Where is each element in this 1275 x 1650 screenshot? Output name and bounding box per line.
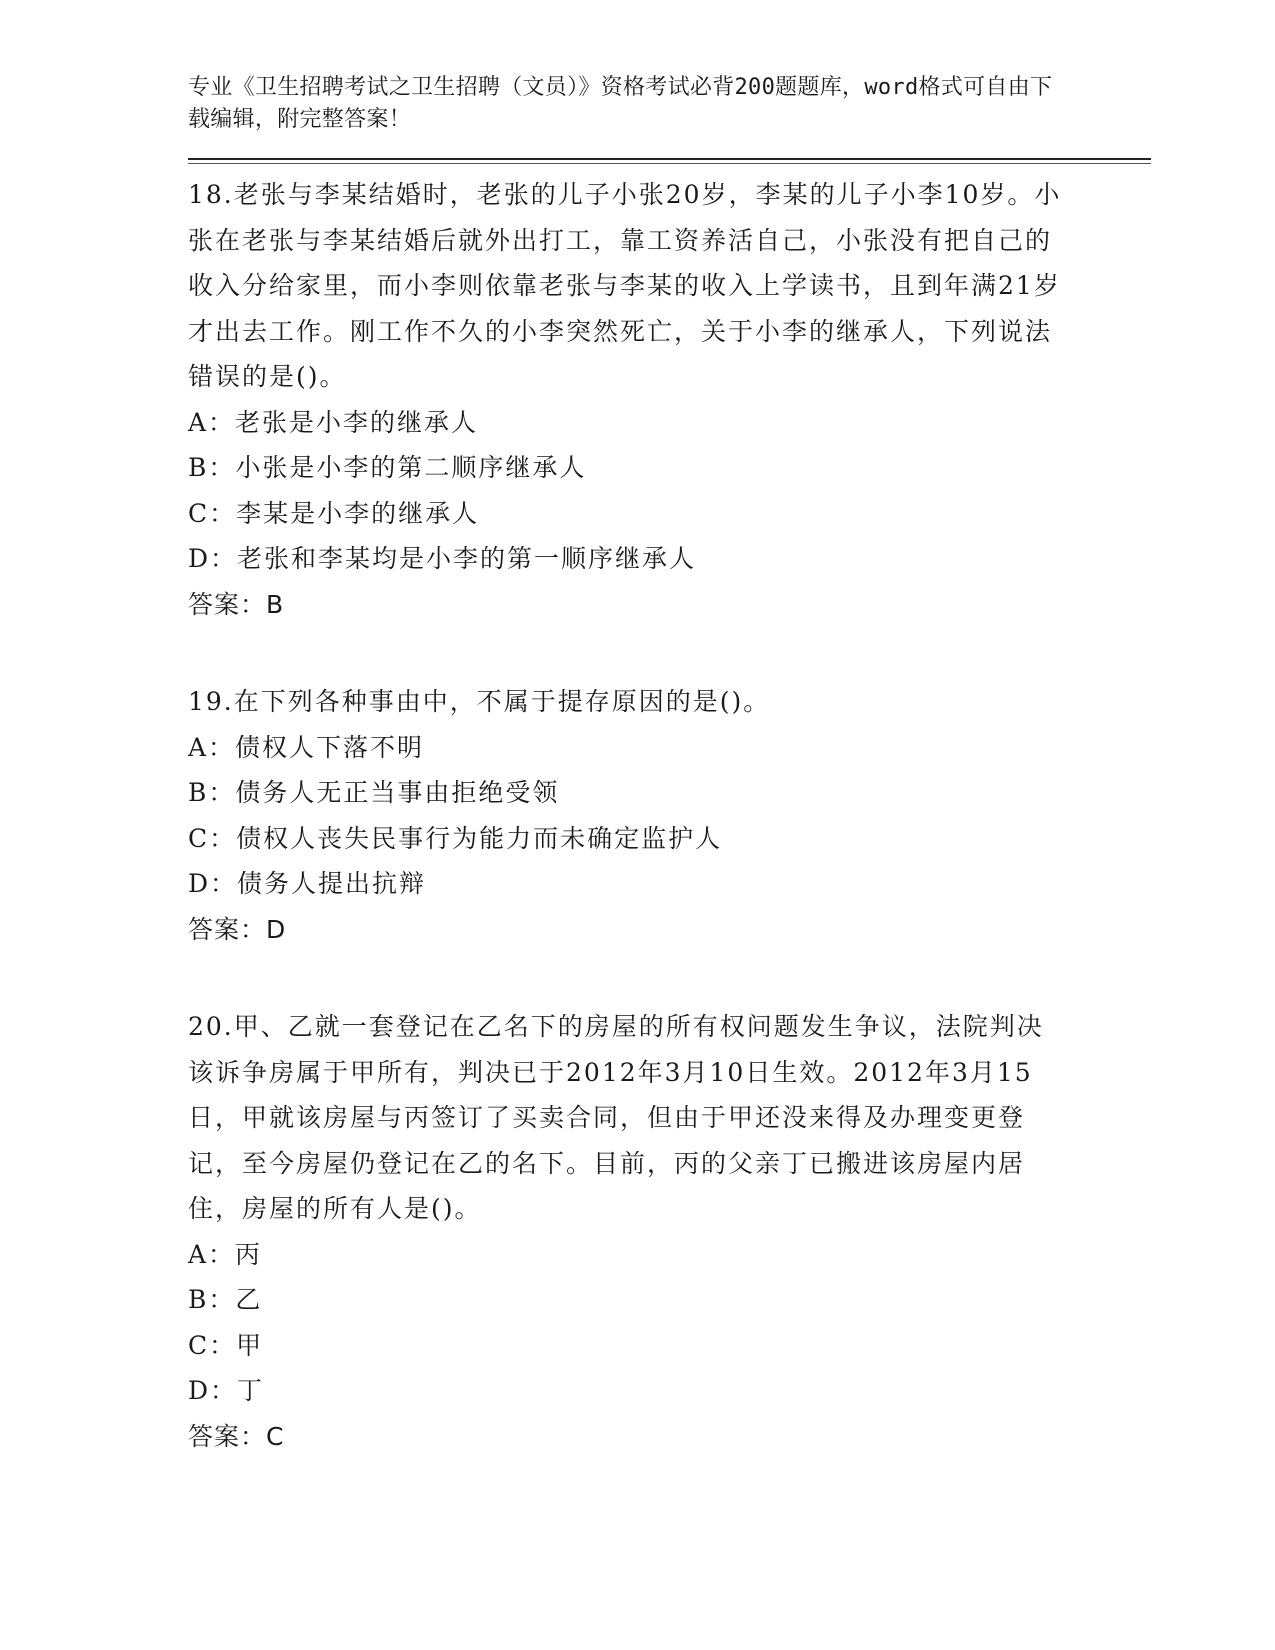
- option-c: C：李某是小李的继承人: [188, 498, 480, 528]
- option-d: D：老张和李某均是小李的第一顺序继承人: [188, 544, 697, 573]
- option-b: B：小张是小李的第二顺序继承人: [188, 453, 587, 482]
- option-c: C：甲: [188, 1330, 264, 1360]
- header-divider-thick: [188, 158, 1151, 160]
- option-a: A：丙: [188, 1239, 263, 1269]
- question-stem: 20.甲、乙就一套登记在乙名下的房屋的所有权问题发生争议，法院判决该诉争房属于甲所有，判决已于2012年3月10日生效。2012年3月15日，甲就该房屋与丙签订了买卖合同，但由于甲还没来得及办理变更登记，至今房屋仍登记在乙的名下。目前，丙的父亲丁已搬进该房屋内居住，房屋的所有人是()。: [188, 1012, 1044, 1223]
- option-b: B：债务人无正当事由拒绝受领: [188, 778, 560, 807]
- question-18: [188, 172, 1148, 627]
- answer-line: 答案：D: [188, 914, 287, 944]
- question-spacer: [188, 627, 1148, 671]
- header-divider-thin: [188, 163, 1151, 164]
- option-d: D：丁: [188, 1376, 265, 1405]
- question-stem: 18.老张与李某结婚时，老张的儿子小张20岁，李某的儿子小李10岁。小张在老张与李某结婚后就外出打工，靠工资养活自己，小张没有把自己的收入分给家里，而小李则依靠老张与李某的收入上学读书，且到年满21岁才出去工作。刚工作不久的小李突然死亡，关于小李的继承人，下列说法错误的是()。: [188, 180, 1062, 391]
- option-c: C：债权人丧失民事行为能力而未确定监护人: [188, 823, 723, 853]
- option-a: A：老张是小李的继承人: [188, 407, 479, 437]
- option-a: A：债权人下落不明: [188, 732, 425, 762]
- question-stem: 19.在下列各种事由中，不属于提存原因的是()。: [188, 687, 771, 716]
- option-d: D：债务人提出抗辩: [188, 869, 427, 898]
- question-spacer: [188, 952, 1148, 996]
- document-page: [188, 72, 1148, 1459]
- question-19: [188, 679, 1148, 952]
- document-header: 专业《卫生招聘考试之卫生招聘（文员）》资格考试必背200题题库，word格式可自由下载编辑，附完整答案！: [188, 75, 1053, 132]
- answer-line: 答案：B: [188, 589, 285, 619]
- option-b: B：乙: [188, 1285, 263, 1314]
- question-20: [188, 1004, 1148, 1459]
- answer-line: 答案：C: [188, 1421, 285, 1451]
